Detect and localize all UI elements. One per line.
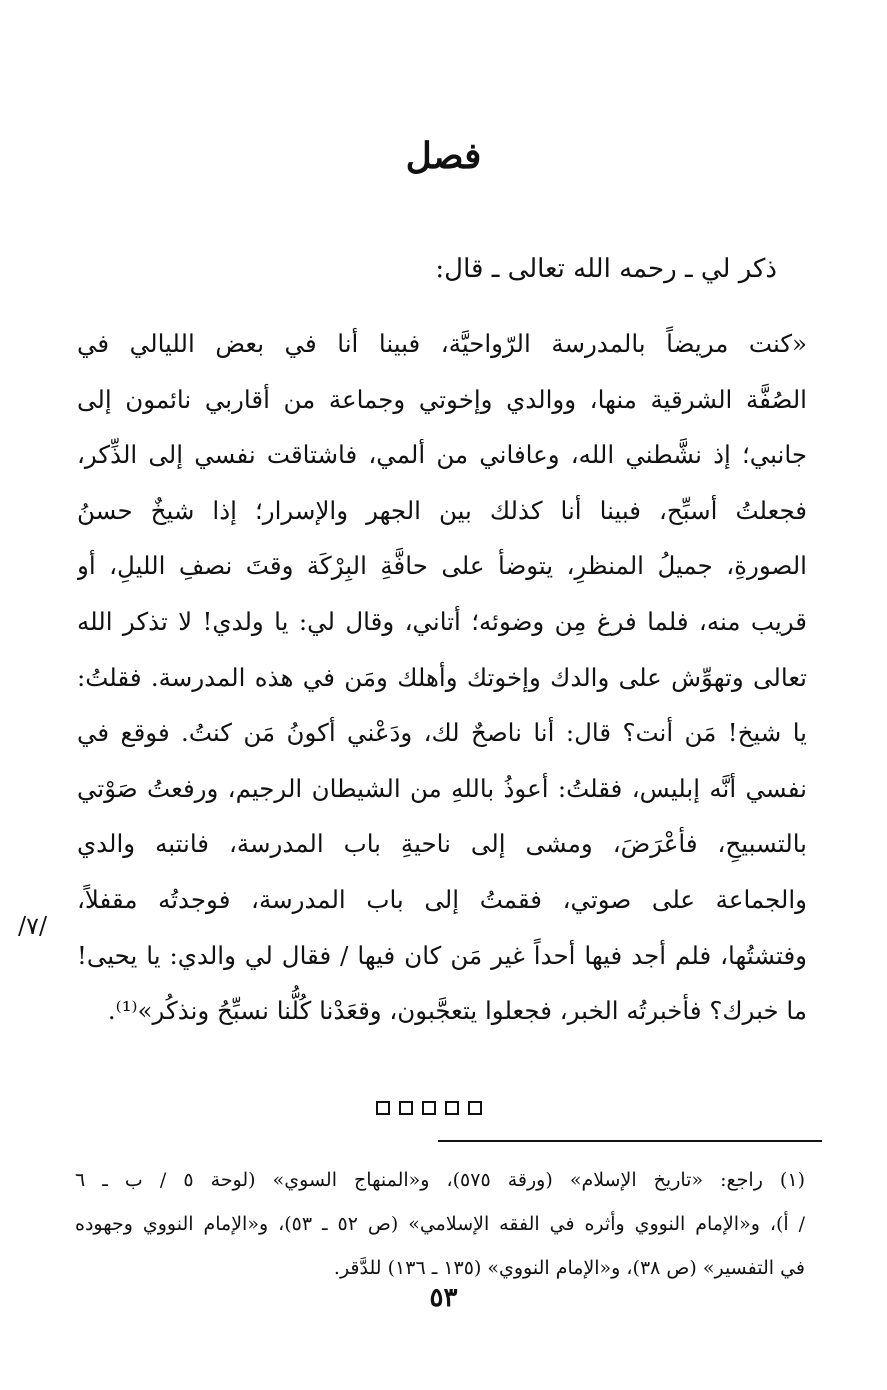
text-line: ما خبرك؟ فأخبرتُه الخبر، فجعلوا يتعجَّبون، وقعَدْنا كُلُّنا نسبِّحُ ونذكُر»⁽¹⁾. [107,996,807,1026]
intro-line: ذكر لي ـ رحمه الله تعالى ـ قال: [435,254,777,284]
footnote-line: (١) راجع: «تاريخ الإسلام» (ورقة ٥٧٥)، و«المنهاج السوي» (لوحة ٥ / ب ـ ٦ [75,1169,805,1191]
footnotes [75,1158,805,1290]
footnote-line: / أ)، و«الإمام النووي وأثره في الفقه الإسلامي» (ص ٥٢ ـ ٥٣)، و«الإمام النووي وجهوده [75,1213,805,1235]
main-text [77,316,807,1039]
square-ornament-icon [445,1101,459,1115]
text-line: تعالى وتهوِّش على والدك وإخوتك وأهلك ومَن في هذه المدرسة. فقلتُ: [77,662,807,692]
text-line: الصُفَّة الشرقية منها، ووالدي وإخوتي وجماعة من أقاربي نائمون إلى [77,384,807,414]
text-line: نفسي أنَّه إبليس، فقلتُ: أعوذُ باللهِ من الشيطان الرجيم، ورفعتُ صَوْتي [77,773,807,803]
text-line: وفتشتُها، فلم أجد فيها أحداً غير مَن كان فيها / فقال لي والدي: يا يحيى! [77,940,807,970]
text-line: قريب منه، فلما فرغ مِن وضوئه؛ أتاني، وقال لي: يا ولدي! لا تذكر الله [77,606,807,636]
text-line: جانبي؛ إذ نشَّطني الله، وعافاني من ألمي، فاشتاقت نفسي إلى الذِّكر، [77,440,807,470]
footnote-divider [438,1140,822,1142]
manuscript-folio-marker: /٧/ [18,912,48,940]
section-heading: فصل [405,135,482,177]
square-ornament-icon [422,1101,436,1115]
text-line: والجماعة على صوتي، فقمتُ إلى باب المدرسة، فوجدتُه مقفلاً، [77,884,807,914]
text-line: بالتسبيحِ، فأعْرَضَ، ومشى إلى ناحيةِ باب المدرسة، فانتبه والدي [77,829,807,859]
footnote-line: في التفسير» (ص ٣٨)، و«الإمام النووي» (١٣٥ ـ ١٣٦) للدَّقر. [333,1257,805,1279]
text-line: يا شيخ! مَن أنت؟ قال: أنا ناصحٌ لك، ودَعْني أكونُ مَن كنتُ. فوقع في [77,718,807,748]
section-separator-ornament [376,1101,482,1115]
square-ornament-icon [399,1101,413,1115]
square-ornament-icon [376,1101,390,1115]
text-line: فجعلتُ أسبِّح، فبينا أنا كذلك بين الجهر والإسرار؛ إذا شيخٌ حسنُ [77,495,807,525]
text-line: «كنت مريضاً بالمدرسة الرّواحيَّة، فبينا أنا في بعض الليالي في [77,329,807,358]
text-line: الصورةِ، جميلُ المنظرِ، يتوضأ على حافَّةِ البِرْكَة وقتَ نصفِ الليلِ، أو [77,551,807,581]
page-number: ٥٣ [429,1283,458,1313]
square-ornament-icon [468,1101,482,1115]
